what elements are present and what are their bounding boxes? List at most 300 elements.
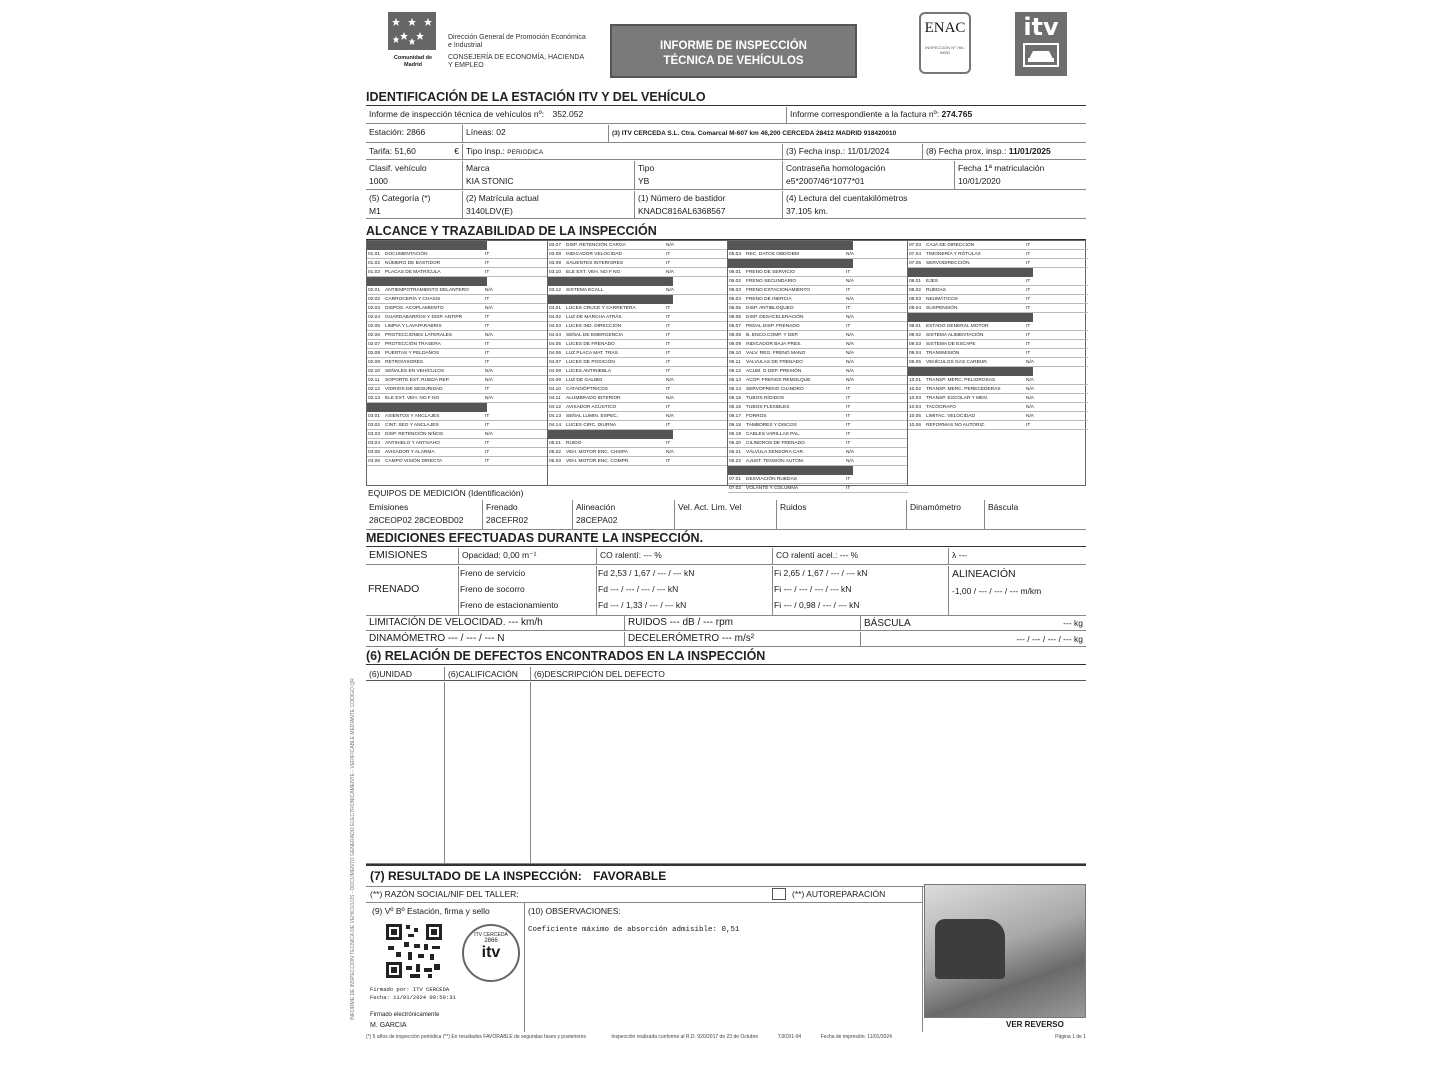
scope-item-result: IT — [666, 333, 671, 338]
scope-item-label: VALVULAS DE FRENADO — [746, 360, 803, 365]
braking-divider — [458, 566, 459, 616]
scope-item-code: 03.01 — [368, 414, 381, 419]
scope-item-label: LUCES CRUCE Y CARRETERA — [566, 306, 636, 311]
scope-item-result: N/A — [666, 378, 674, 383]
scope-item — [367, 250, 547, 259]
scope-item — [548, 286, 728, 295]
scope-item-label: ESTADO GENERAL MOTOR — [926, 324, 989, 329]
scope-item-code: 04.08 — [549, 369, 562, 374]
defects-body — [366, 682, 1086, 864]
scope-item-result: IT — [846, 486, 851, 491]
scope-item-label: FORROS — [746, 414, 767, 419]
scope-item-result: IT — [846, 477, 851, 482]
scope-item-result: IT — [485, 459, 490, 464]
opacity-value: Opacidad: 0,00 m⁻¹ — [458, 548, 596, 564]
enac-badge — [919, 12, 971, 74]
scope-item — [367, 295, 547, 304]
scope-item-label: EJES — [926, 279, 938, 284]
parking-brake-label: Freno de estacionamiento — [460, 600, 559, 610]
self-repair-label: (**) AUTOREPARACIÓN — [792, 889, 886, 899]
scope-item-result: IT — [846, 432, 851, 437]
scope-item-code: 06.02 — [729, 279, 742, 284]
scope-item-code: 06.18 — [729, 423, 742, 428]
scope-item-code: 03.06 — [368, 459, 381, 464]
scope-item-label: SEÑAL LUMIN. ESPEC. — [566, 414, 619, 419]
scope-item-code: 06.08 — [729, 333, 742, 338]
scope-item-code: 05.01 — [549, 441, 562, 446]
scope-item-label: FRENO ESTACIONAMIENTO — [746, 288, 811, 293]
scope-item-label: SUSPENSIÓN — [926, 306, 958, 311]
scope-item — [908, 322, 1088, 331]
scope-item — [367, 286, 547, 295]
scope-item-result: IT — [1026, 351, 1031, 356]
category-cell — [366, 191, 462, 218]
scope-item — [908, 358, 1088, 367]
insp-type-value: PERIODICA — [507, 149, 544, 156]
scope-item-label: FRENO SECUNDARIO — [746, 279, 797, 284]
scope-item-result: N/A — [485, 432, 493, 437]
speed-limit-value: LIMITACIÓN DE VELOCIDAD. --- km/h — [369, 617, 543, 628]
scope-item — [548, 367, 728, 376]
scope-item-result: IT — [666, 315, 671, 320]
report-number-value: 352.052 — [552, 109, 584, 119]
report-title — [610, 24, 857, 78]
stamp-itv: itv — [481, 944, 501, 961]
scope-item-label: TUBOS RÍGIDOS — [746, 396, 785, 401]
scope-item — [908, 394, 1088, 403]
scope-item-code: 01.01 — [368, 252, 381, 257]
braking-equip-label: Frenado — [486, 502, 518, 512]
scope-item — [367, 448, 547, 457]
itv-logo-text: itv — [1023, 13, 1059, 41]
type-value: YB — [638, 176, 650, 186]
scope-item-label: FRENO DE SERVICIO — [746, 270, 795, 275]
currency-symbol: € — [454, 146, 459, 156]
scope-item-result: N/A — [846, 351, 854, 356]
scope-item-label: SEÑALES EN VEHÍCULOS — [385, 369, 445, 374]
scope-item — [548, 376, 728, 385]
scope-item-code: 03.07 — [549, 243, 562, 248]
emergency-brake-fd: Fd --- / --- / --- / --- kN — [598, 584, 679, 594]
noise-equip-cell: Ruidos — [776, 500, 906, 529]
scope-item — [728, 385, 908, 394]
scope-item-result: IT — [666, 423, 671, 428]
workshop-label: (**) RAZÓN SOCIAL/NIF DEL TALLER: — [370, 889, 519, 899]
scope-item-code: 06.19 — [729, 432, 742, 437]
scope-item-result: N/A — [846, 450, 854, 455]
scope-group-header — [548, 295, 673, 304]
scope-item-result: N/A — [846, 369, 854, 374]
scope-item-result: N/A — [666, 396, 674, 401]
scope-item-result: N/A — [846, 252, 854, 257]
scope-item — [728, 376, 908, 385]
result-heading — [370, 869, 666, 883]
measurements-section-title: MEDICIONES EFECTUADAS DURANTE LA INSPECCIÓN. — [366, 531, 1086, 547]
scope-item-result: N/A — [846, 279, 854, 284]
scale-cell — [860, 616, 1086, 630]
scope-item-code: 02.06 — [368, 333, 381, 338]
scope-item — [728, 367, 908, 376]
scope-item-label: PEDAL DISP. FRENADO — [746, 324, 800, 329]
scope-item-result: IT — [846, 414, 851, 419]
scope-item-code: 10.05 — [909, 414, 922, 419]
scope-item-result: N/A — [1026, 414, 1034, 419]
scope-item-label: TUBOS FLEXIBLES — [746, 405, 790, 410]
scope-item-label: TIMONERÍA Y RÓTULAS — [926, 252, 981, 257]
scope-item — [548, 268, 728, 277]
scope-item-label: VALV. REG. FRENO MANO — [746, 351, 806, 356]
scope-item-code: 02.04 — [368, 315, 381, 320]
defects-divider — [530, 682, 531, 864]
enac-label: ENAC — [924, 20, 966, 36]
scope-item — [728, 304, 908, 313]
scope-item — [548, 313, 728, 322]
scope-group-header — [367, 403, 487, 412]
scope-item — [728, 394, 908, 403]
scope-item-result: N/A — [485, 288, 493, 293]
scope-item — [367, 421, 547, 430]
scope-item — [908, 349, 1088, 358]
scope-item-label: RETROVISORES — [385, 360, 424, 365]
scope-item-code: 06.15 — [729, 396, 742, 401]
scope-item — [908, 241, 1088, 250]
scope-item-result: IT — [485, 387, 490, 392]
scope-item-result: N/A — [846, 297, 854, 302]
scope-item-label: LUZ PLACA MAT. TRAS. — [566, 351, 620, 356]
scope-item-code: 09.01 — [909, 324, 922, 329]
inspection-report-sheet — [352, 0, 1096, 1080]
insp-type-cell — [462, 144, 782, 159]
lines-cell — [462, 125, 608, 142]
alignment-equip-value: 28CEPA02 — [576, 515, 618, 525]
scope-item-label: REFORMAS NO AUTORIZ. — [926, 423, 986, 428]
scope-item — [728, 484, 908, 493]
braking-divider — [948, 566, 949, 616]
insp-date-label: (3) Fecha insp.: — [786, 146, 846, 156]
scope-item-code: 03.08 — [549, 252, 562, 257]
scope-item — [548, 358, 728, 367]
scope-item-label: CINT. SEG Y ANCLAJES — [385, 423, 439, 428]
homolog-label: Contraseña homologación — [786, 163, 886, 173]
defects-rating-header: (6)CALIFICACIÓN — [444, 667, 530, 680]
scope-item-result: N/A — [485, 333, 493, 338]
scope-item-result: IT — [666, 360, 671, 365]
speed-equip-cell: Vel. Act. Lim. Vel — [674, 500, 776, 529]
car-icon — [1021, 42, 1061, 68]
insp-date-cell — [782, 144, 922, 159]
scope-item-code: 08.02 — [909, 288, 922, 293]
madrid-logo-text: Comunidad de Madrid — [393, 55, 433, 68]
brand-value: KIA STONIC — [466, 176, 514, 186]
scope-item-result: N/A — [846, 378, 854, 383]
scope-item-result: IT — [1026, 423, 1031, 428]
scope-item-result: IT — [1026, 252, 1031, 257]
scope-item — [367, 457, 547, 466]
scope-item — [728, 286, 908, 295]
scale-axles-value: --- / --- / --- / --- kg — [860, 632, 1086, 646]
scope-item-code: 07.01 — [729, 477, 742, 482]
scope-column-3 — [727, 241, 907, 491]
scope-item — [728, 322, 908, 331]
scope-section-title: ALCANCE Y TRAZABILIDAD DE LA INSPECCIÓN — [366, 224, 1086, 240]
scope-item-code: 04.10 — [549, 387, 562, 392]
scope-item — [367, 259, 547, 268]
scope-item-code: 09.04 — [909, 351, 922, 356]
scope-item-label: CATADIÓPTRICOS — [566, 387, 608, 392]
scope-item-result: N/A — [1026, 378, 1034, 383]
scope-group-header — [728, 241, 853, 250]
scope-item — [908, 385, 1088, 394]
scope-item — [367, 439, 547, 448]
scope-item-result: IT — [1026, 279, 1031, 284]
scope-item — [728, 313, 908, 322]
scope-item-code: 03.02 — [368, 423, 381, 428]
result-divider — [922, 886, 923, 1032]
tariff-value: 51,60 — [394, 146, 416, 156]
station-cell — [366, 125, 462, 142]
scope-item-code: 06.09 — [729, 342, 742, 347]
scope-item — [548, 250, 728, 259]
scope-item-result: IT — [485, 423, 490, 428]
scope-item — [728, 475, 908, 484]
odometer-value: 37.105 km. — [786, 206, 829, 216]
scope-item — [908, 295, 1088, 304]
scope-item — [367, 358, 547, 367]
scope-item-code: 04.01 — [549, 306, 562, 311]
scope-item-label: LUCES CIRC. DIURNA — [566, 423, 617, 428]
scale-equip-cell: Báscula — [984, 500, 1086, 529]
scope-item-label: ANTIHIELO Y ANTIVAHO — [385, 441, 440, 446]
scope-group-header — [728, 259, 853, 268]
scope-item-result: IT — [846, 306, 851, 311]
scope-item-label: SOPORTE EXT. RUEDA REP. — [385, 378, 450, 383]
scope-item-label: SISTEMA ALIMENTACIÓN — [926, 333, 984, 338]
scope-item-code: 09.03 — [909, 342, 922, 347]
plate-label: (2) Matrícula actual — [466, 193, 539, 203]
vehicle-shape — [935, 919, 1005, 979]
scope-item-result: N/A — [666, 270, 674, 275]
scope-item-code: 04.06 — [549, 351, 562, 356]
scope-item-result: IT — [666, 351, 671, 356]
observations-label: (10) OBSERVACIONES: — [528, 906, 621, 916]
scope-item-code: 04.09 — [549, 378, 562, 383]
self-repair-checkbox[interactable] — [772, 888, 786, 900]
scope-item-code: 02.05 — [368, 324, 381, 329]
scope-item-label: DOCUMENTACIÓN — [385, 252, 428, 257]
emergency-brake-label: Freno de socorro — [460, 584, 525, 594]
service-brake-fi: Fi 2,65 / 1,67 / --- / --- kN — [774, 568, 868, 578]
plate-value: 3140LDV(E) — [466, 206, 513, 216]
scope-item — [548, 349, 728, 358]
scope-item-result: IT — [666, 252, 671, 257]
scope-item — [908, 250, 1088, 259]
scope-item — [548, 421, 728, 430]
enac-sub: INSPECCIÓN Nº 76/I-IN052 — [925, 45, 965, 55]
scope-item — [367, 304, 547, 313]
scope-item — [548, 394, 728, 403]
scope-item-result: IT — [666, 459, 671, 464]
scope-item-code: 06.20 — [729, 441, 742, 446]
scope-item-code: 03.12 — [549, 288, 562, 293]
scope-item — [728, 250, 908, 259]
scope-item-code: 02.03 — [368, 306, 381, 311]
scope-item-code: 03.03 — [368, 432, 381, 437]
scope-item-label: CARROCERÍA Y CHASIS — [385, 297, 441, 302]
scope-item-code: 06.11 — [729, 360, 741, 365]
scope-item-result: N/A — [846, 360, 854, 365]
scope-item-result: IT — [485, 450, 490, 455]
scope-item-label: ACOP. FRENOS REMOLQUE — [746, 378, 811, 383]
scope-item-code: 02.13 — [368, 396, 381, 401]
lambda-value: λ --- — [948, 548, 1086, 564]
parking-brake-fi: Fi --- / 0,98 / --- / --- kN — [774, 600, 860, 610]
signer-name: M. GARCIA — [370, 1022, 407, 1029]
scope-item-code: 04.05 — [549, 342, 562, 347]
dyno-row — [366, 632, 1086, 647]
vehicle-row — [366, 161, 1086, 190]
scope-item-label: ELE EXT. VEH. NO F NO — [566, 270, 621, 275]
scope-item — [908, 259, 1088, 268]
scope-item — [908, 421, 1088, 430]
scope-item-code: 06.10 — [729, 351, 742, 356]
scope-item-result: IT — [846, 324, 851, 329]
tariff-label: Tarifa: — [369, 146, 393, 156]
consejeria-name: CONSEJERÍA DE ECONOMÍA, HACIENDA Y EMPLEO — [448, 54, 584, 69]
scale-value: --- kg — [1063, 618, 1083, 628]
emissions-label: EMISIONES — [369, 549, 428, 561]
scope-item-result: N/A — [485, 378, 493, 383]
scope-item-code: 10.03 — [909, 396, 922, 401]
report-number-row — [366, 107, 1086, 124]
verification-qr-code[interactable] — [384, 922, 444, 980]
scope-item-result: N/A — [666, 243, 674, 248]
scope-item — [728, 295, 908, 304]
scope-column-4 — [907, 241, 1087, 485]
observation-text: Coeficiente máximo de absorción admisible: 0,51 — [528, 926, 740, 934]
scope-item — [728, 448, 908, 457]
scope-item-label: TRANSMISIÓN — [926, 351, 960, 356]
scope-item-result: IT — [1026, 333, 1031, 338]
scope-item-code: 07.05 — [909, 261, 922, 266]
scope-item-result: N/A — [846, 459, 854, 464]
scope-item-result: IT — [485, 297, 490, 302]
alignment-equip-label: Alineación — [576, 502, 616, 512]
emissions-equip-cell — [366, 500, 482, 529]
station-label: Estación: — [369, 127, 404, 137]
scope-group-header — [908, 313, 1033, 322]
see-reverse-link[interactable]: VER REVERSO — [1006, 1020, 1064, 1029]
dyno-equip-cell: Dinamómetro — [906, 500, 984, 529]
alignment-value: -1,00 / --- / --- / --- m/km — [952, 586, 1042, 596]
scope-item — [728, 331, 908, 340]
scope-item — [908, 403, 1088, 412]
madrid-logo — [388, 12, 436, 50]
scope-item — [728, 349, 908, 358]
scope-item — [548, 331, 728, 340]
defects-unit-header: (6)UNIDAD — [369, 669, 412, 679]
scope-group-header — [908, 268, 1033, 277]
scope-item-label: DISP. ANTIBLOQUEO — [746, 306, 794, 311]
scope-item-label: DISPOS. ACOPLAMIENTO — [385, 306, 444, 311]
scope-item-label: AVISADOR Y ALARMA — [385, 450, 435, 455]
lines-value: 02 — [496, 127, 506, 137]
scope-item — [548, 304, 728, 313]
scope-item — [548, 457, 728, 466]
scope-item — [728, 430, 908, 439]
scope-item-code: 10.06 — [909, 423, 922, 428]
scope-item-label: B. ENCO.COMP. Y DEP. — [746, 333, 799, 338]
scope-item-code: 02.01 — [368, 288, 381, 293]
scope-item-result: N/A — [1026, 360, 1034, 365]
scope-item-result: IT — [846, 441, 851, 446]
scale-label: BÁSCULA — [864, 618, 911, 629]
scope-item — [367, 412, 547, 421]
invoice-cell — [786, 107, 1086, 123]
defects-section-title: (6) RELACIÓN DE DEFECTOS ENCONTRADOS EN LA INSPECCIÓN — [366, 649, 1086, 665]
scope-item — [908, 376, 1088, 385]
scope-item-code: 01.03 — [368, 270, 381, 275]
emissions-equip-value: 28CEOP02 28CEOBD02 — [369, 515, 464, 525]
footer-note-2: Inspección realizada conforme al R.D. 920/2017 de 23 de Octubre — [611, 1034, 759, 1040]
class-cell — [366, 161, 462, 189]
scope-item-result: IT — [1026, 288, 1031, 293]
scope-item-result: IT — [485, 324, 490, 329]
scope-item — [367, 331, 547, 340]
parking-brake-fd: Fd --- / 1,33 / --- / --- kN — [598, 600, 687, 610]
scope-item-code: 10.02 — [909, 387, 922, 392]
first-reg-label: Fecha 1ª matriculación — [958, 163, 1045, 173]
scope-item-code: 06.13 — [729, 378, 742, 383]
scope-group-header — [728, 466, 853, 475]
scope-item-label: DISP. RETENCIÓN CARGA — [566, 243, 626, 248]
brand-label: Marca — [466, 163, 490, 173]
category-label: (5) Categoría (*) — [369, 193, 431, 203]
scope-item-code: 03.05 — [368, 450, 381, 455]
scope-item-code: 06.14 — [729, 387, 742, 392]
scope-item-result: IT — [485, 342, 490, 347]
odometer-cell — [782, 191, 1086, 218]
scope-item-code: 10.04 — [909, 405, 922, 410]
scope-item-result: IT — [1026, 306, 1031, 311]
scope-item-label: NÚMERO DE BASTIDOR — [385, 261, 441, 266]
noise-value: RUIDOS --- dB / --- rpm — [624, 616, 860, 630]
scope-item-label: PLACAS DE MATRÍCULA — [385, 270, 441, 275]
scope-column-2 — [547, 241, 727, 485]
scope-item-label: ASIENTOS Y ANCLAJES — [385, 414, 440, 419]
scope-item-label: LUZ DE GALIBO — [566, 378, 603, 383]
insp-date-value: 11/01/2024 — [847, 146, 890, 156]
scope-item-code: 02.11 — [368, 378, 380, 383]
scope-item-code: 04.11 — [549, 396, 561, 401]
scope-item — [728, 358, 908, 367]
scope-item-result: IT — [666, 387, 671, 392]
scope-item-result: IT — [666, 324, 671, 329]
service-brake-fd: Fd 2,53 / 1,67 / --- / --- kN — [598, 568, 695, 578]
result-divider — [366, 902, 922, 903]
scope-item-code: 06.01 — [729, 270, 742, 275]
scope-item-label: FRENO DE INERCIA — [746, 297, 792, 302]
scope-item — [548, 439, 728, 448]
scope-item-label: SALIENTES INTERIORES — [566, 261, 624, 266]
braking-divider — [772, 566, 773, 616]
result-divider — [524, 902, 525, 1032]
scope-item-label: CILINDROS DE FRENADO — [746, 441, 805, 446]
braking-equip-value: 28CEFR02 — [486, 515, 529, 525]
scope-item-code: 02.10 — [368, 369, 381, 374]
scope-item-label: LUZ DE MARCHA ATRÁS — [566, 315, 622, 320]
scope-item-code: 02.02 — [368, 297, 381, 302]
stamp-number: 2866 — [484, 938, 498, 944]
